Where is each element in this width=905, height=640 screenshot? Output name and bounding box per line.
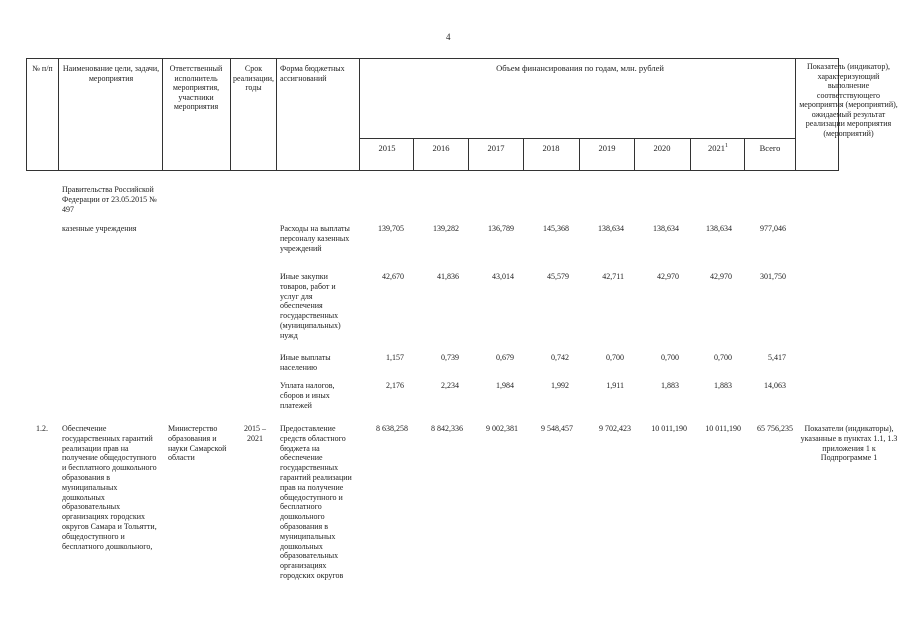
cell-2021: 138,634 (706, 224, 732, 233)
cell-2018: 145,368 (543, 224, 569, 233)
cell-2020: 1,883 (661, 381, 679, 390)
form-label: Уплата налогов, сборов и иных платежей (280, 381, 335, 410)
cell-2015: 8 638,258 (376, 424, 408, 433)
cell-2016: 0,739 (441, 353, 459, 362)
item-indicator: Показатели (индикаторы), указанные в пунктах 1.1, 1.3 приложения 1 к Подпрограмме 1 (800, 424, 898, 463)
year-2021-label: 2021 (708, 143, 725, 153)
year-2019: 2019 (598, 143, 616, 153)
cell-2019: 42,711 (602, 272, 624, 281)
item-number: 1.2. (36, 424, 48, 433)
cell-2016: 8 842,336 (431, 424, 463, 433)
cell-2021: 10 011,190 (705, 424, 741, 433)
header-col-term: Срок реализации, годы (232, 64, 275, 92)
form-label: Иные закупки товаров, работ и услуг для обеспечения государственных (муниципальных) нужд (280, 272, 341, 340)
cell-2021: 42,970 (710, 272, 732, 281)
cell-2018: 45,579 (547, 272, 569, 281)
year-2017: 2017 (487, 143, 505, 153)
form-label: Иные выплаты населению (280, 353, 331, 372)
cell-2019: 0,700 (606, 353, 624, 362)
cell-2015: 42,670 (382, 272, 404, 281)
cell-2018: 9 548,457 (541, 424, 573, 433)
cell-2017: 0,679 (496, 353, 514, 362)
cell-2015: 139,705 (378, 224, 404, 233)
cell-2020: 42,970 (657, 272, 679, 281)
cell-total: 5,417 (768, 353, 786, 362)
header-col-form: Форма бюджетных ассигнований (280, 64, 345, 83)
cell-2019: 9 702,423 (599, 424, 631, 433)
cell-2017: 136,789 (488, 224, 514, 233)
cell-2018: 0,742 (551, 353, 569, 362)
year-2021 (693, 143, 743, 153)
year-total: Всего (759, 143, 781, 153)
cell-2016: 139,282 (433, 224, 459, 233)
header-col-name: Наименование цели, задачи, мероприятия (62, 64, 160, 83)
cell-2019: 138,634 (598, 224, 624, 233)
note-text: Правительства Российской Федерации от 23.05.2015 № 497 (62, 185, 157, 214)
cell-2020: 0,700 (661, 353, 679, 362)
item-responsible: Министерство образования и науки Самарской области (168, 424, 227, 463)
item-name: Обеспечение государственных гарантий реализации прав на получение общедоступного и бесплатного дошкольного образования в муниципальных дошкольных образовательных организациях городских округов Самара и Тольятти, общедоступного и бесплатного дошкольного, (62, 424, 157, 551)
year-2015: 2015 (378, 143, 396, 153)
year-2021-footnote: 1 (725, 143, 728, 150)
cell-2015: 1,157 (386, 353, 404, 362)
year-2020: 2020 (653, 143, 671, 153)
kazennye-label: казенные учреждения (62, 224, 137, 233)
cell-total: 301,750 (760, 272, 786, 281)
item-form: Предоставление средств областного бюджета на обеспечение государственных гарантий реализации прав на получение общедоступного и бесплатного дошкольного образования в муниципальных дошкольных образовательных организациях городских округов (280, 424, 352, 580)
cell-2019: 1,911 (606, 381, 624, 390)
cell-2017: 43,014 (492, 272, 514, 281)
page-number: 4 (446, 32, 451, 42)
cell-2021: 0,700 (714, 353, 732, 362)
item-term: 2015 – 2021 (244, 424, 266, 443)
header-col-indicator: Показатель (индикатор), характеризующий выполнение соответствующего мероприятия (мероприятий), ожидаемый результат реализации мероприятия (мероприятий) (799, 62, 898, 138)
cell-total: 14,063 (764, 381, 786, 390)
cell-2016: 2,234 (441, 381, 459, 390)
cell-2017: 1,984 (496, 381, 514, 390)
cell-total: 65 756,235 (757, 424, 793, 433)
cell-2020: 138,634 (653, 224, 679, 233)
cell-2017: 9 002,381 (486, 424, 518, 433)
year-2016: 2016 (432, 143, 450, 153)
header-col-number: № п/п (32, 64, 53, 73)
header-col-responsible: Ответственный исполнитель мероприятия, участники мероприятия (169, 64, 223, 111)
form-label: Расходы на выплаты персоналу казенных учреждений (280, 224, 350, 253)
cell-2015: 2,176 (386, 381, 404, 390)
cell-2020: 10 011,190 (651, 424, 687, 433)
cell-2018: 1,992 (551, 381, 569, 390)
cell-2021: 1,883 (714, 381, 732, 390)
year-2018: 2018 (542, 143, 560, 153)
cell-total: 977,046 (760, 224, 786, 233)
header-col-volume: Объем финансирования по годам, млн. рублей (496, 63, 664, 73)
cell-2016: 41,836 (437, 272, 459, 281)
